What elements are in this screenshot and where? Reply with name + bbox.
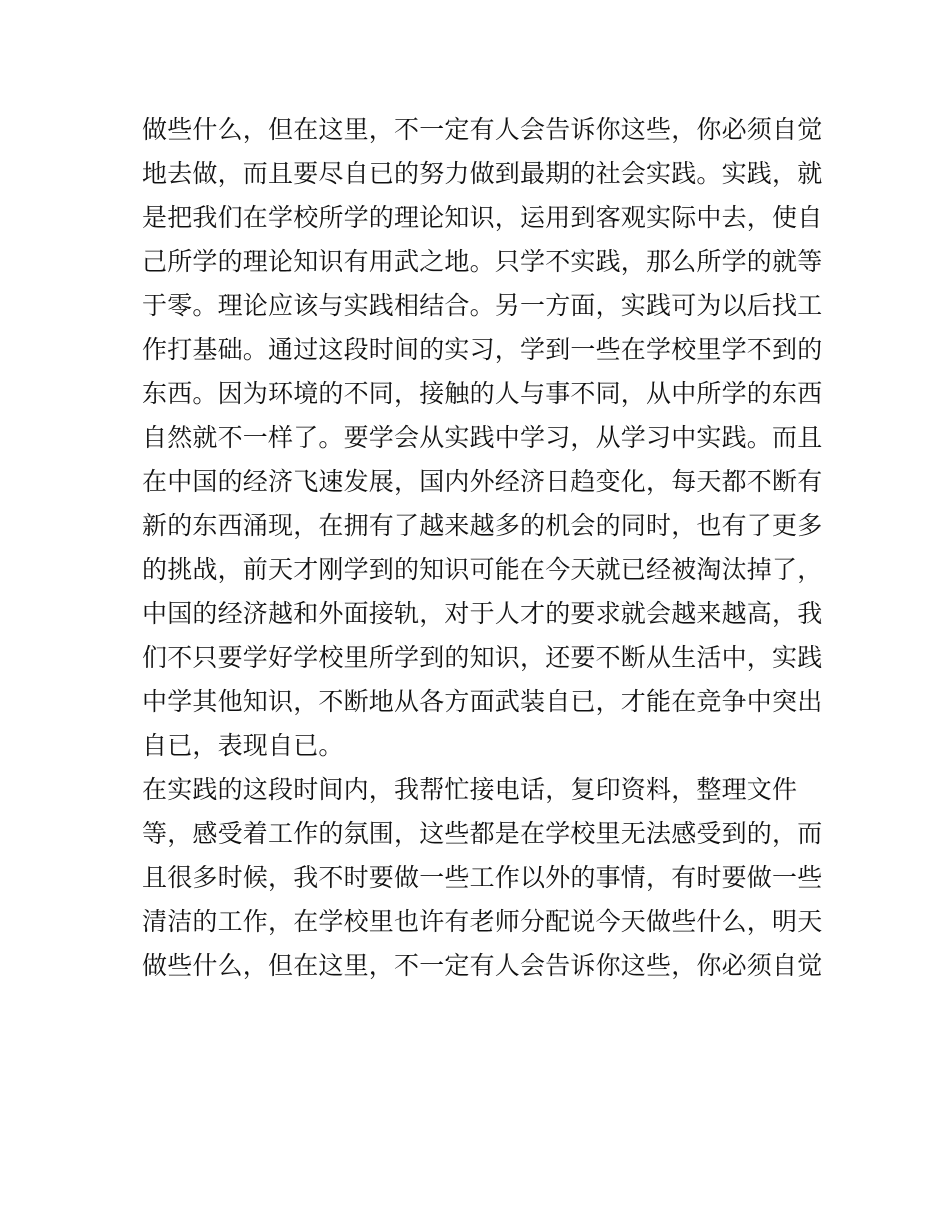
- text-line: 地去做，而且要尽自已的努力做到最期的社会实践。实践，就: [142, 159, 823, 188]
- text-line: 己所学的理论知识有用武之地。只学不实践，那么所学的就等: [142, 247, 823, 276]
- text-line: 东西。因为环境的不同，接触的人与事不同，从中所学的东西: [142, 379, 823, 408]
- text-line: 清洁的工作，在学校里也许有老师分配说今天做些什么，明天: [142, 907, 823, 936]
- text-line: 们不只要学好学校里所学到的知识，还要不断从生活中，实践: [142, 643, 823, 672]
- text-line: 的挑战，前天才刚学到的知识可能在今天就已经被淘汰掉了，: [142, 555, 823, 584]
- text-line: 于零。理论应该与实践相结合。另一方面，实践可为以后找工: [142, 291, 823, 320]
- text-line: 且很多时候，我不时要做一些工作以外的事情，有时要做一些: [142, 863, 823, 892]
- text-line: 做些什么，但在这里，不一定有人会告诉你这些，你必须自觉: [142, 115, 823, 144]
- text-line: 是把我们在学校所学的理论知识，运用到客观实际中去，使自: [142, 203, 823, 232]
- text-line: 等，感受着工作的氛围，这些都是在学校里无法感受到的，而: [142, 819, 823, 848]
- text-line: 在中国的经济飞速发展，国内外经济日趋变化，每天都不断有: [142, 467, 823, 496]
- text-line: 中国的经济越和外面接轨，对于人才的要求就会越来越高，我: [142, 599, 823, 628]
- text-line: 自然就不一样了。要学会从实践中学习，从学习中实践。而且: [142, 423, 823, 452]
- body-text: [142, 108, 822, 988]
- text-line: 在实践的这段时间内，我帮忙接电话，复印资料，整理文件: [142, 775, 798, 804]
- text-line: 中学其他知识，不断地从各方面武装自已，才能在竞争中突出: [142, 687, 823, 716]
- text-line: 自已，表现自已。: [142, 731, 344, 760]
- text-line: 新的东西涌现，在拥有了越来越多的机会的同时，也有了更多: [142, 511, 823, 540]
- text-line: 作打基础。通过这段时间的实习，学到一些在学校里学不到的: [142, 335, 823, 364]
- text-line: 做些什么，但在这里，不一定有人会告诉你这些，你必须自觉: [142, 951, 823, 980]
